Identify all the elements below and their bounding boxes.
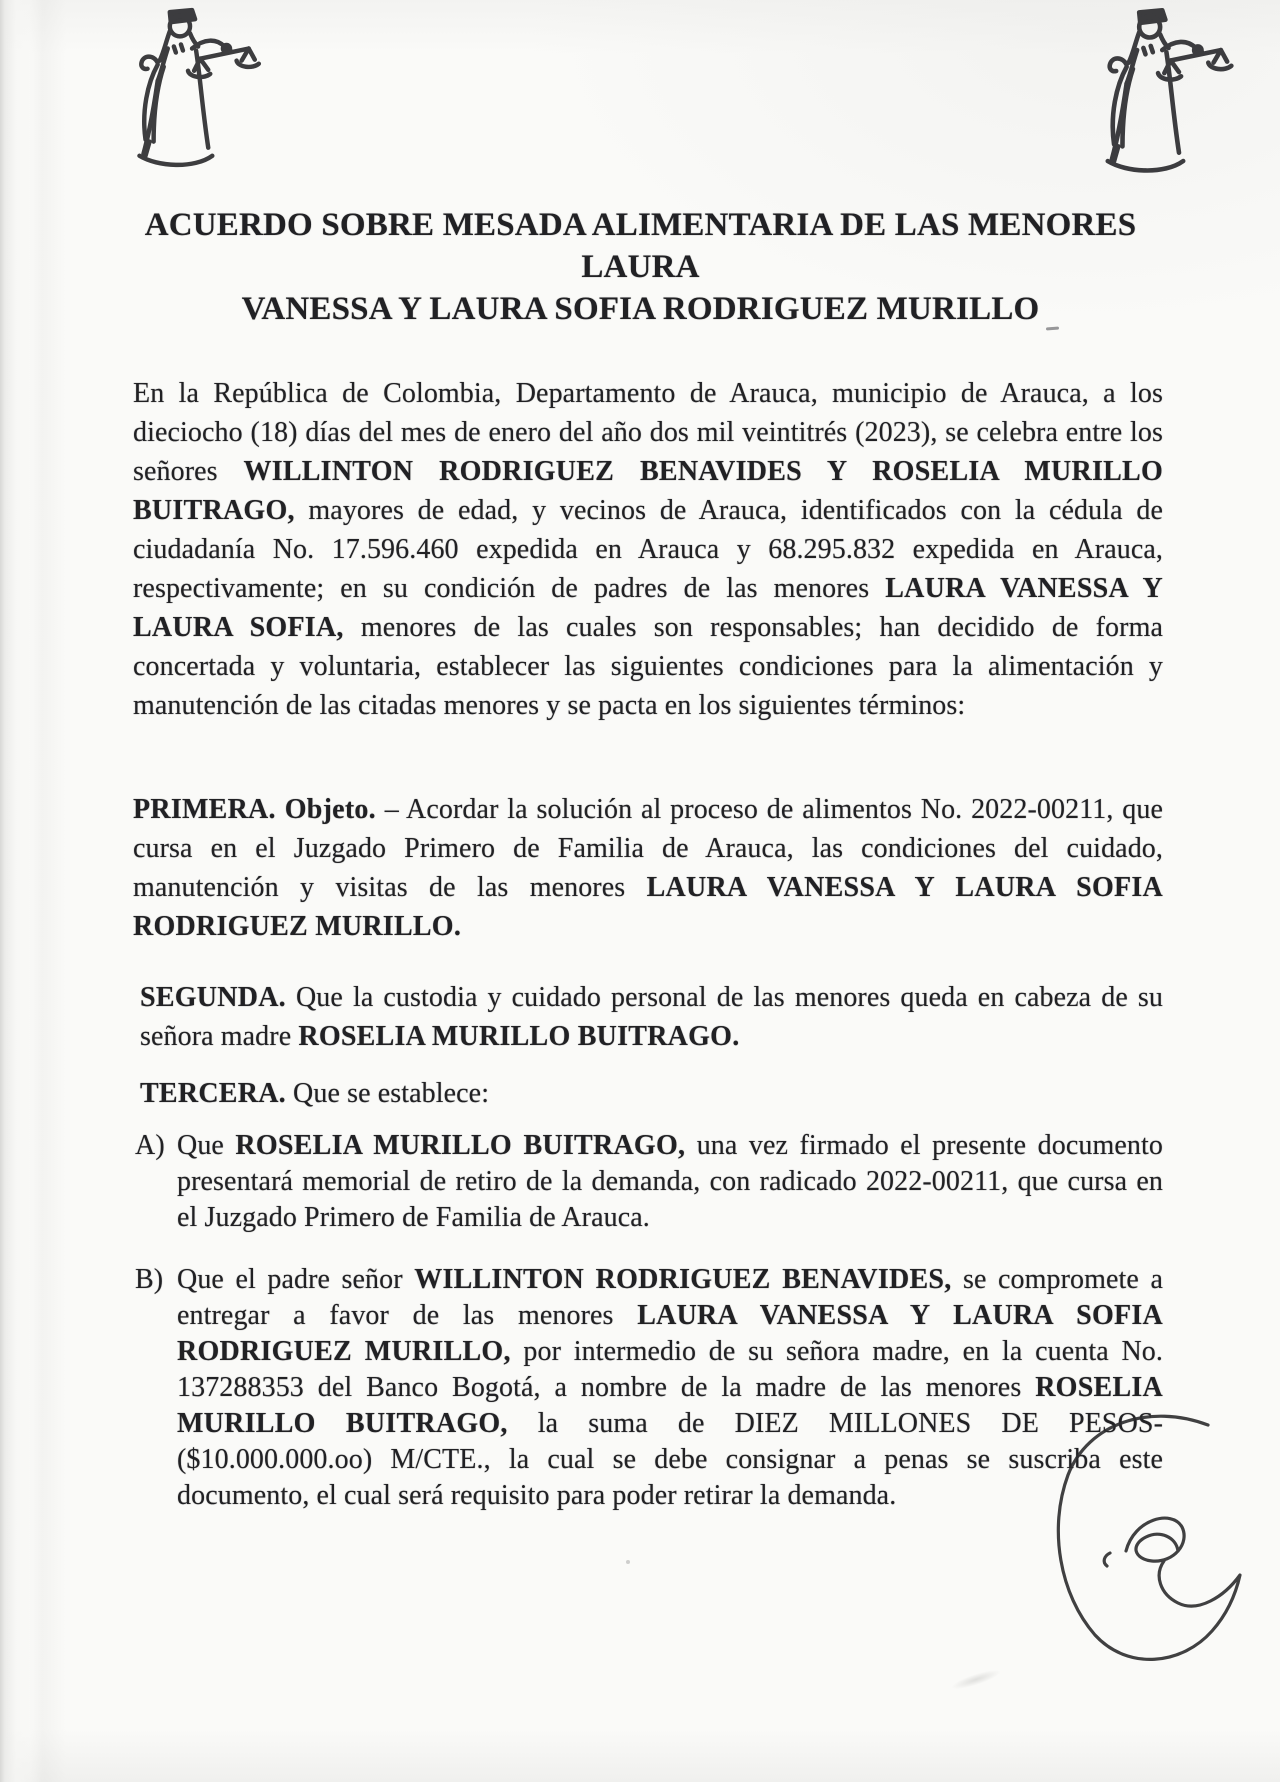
scan-smudge-artifact bbox=[950, 1666, 1003, 1693]
text-run: la suma de DIEZ MILLONES DE PESOS-($10.000.000.oo) M/CTE., la cual se debe consignar a penas se suscriba este documento, el cual será requisito para poder retirar la demanda. bbox=[177, 1408, 1163, 1511]
list-item-text bbox=[177, 1264, 1163, 1511]
text-run: En la República de Colombia, Departamento de Arauca, municipio de Arauca, a los dieciocho (18) días del mes de enero del año dos mil veintitrés (2023), se celebra entre los señores bbox=[133, 378, 1163, 487]
bold-text-run: SEGUNDA. bbox=[140, 982, 286, 1013]
bold-text-run: ROSELIA MURILLO BUITRAGO. bbox=[298, 1021, 740, 1052]
bold-text-run: LAURA VANESSA Y LAURA SOFIA RODRIGUEZ MURILLO. bbox=[133, 872, 1163, 942]
clause-tercera-paragraph bbox=[140, 1074, 1163, 1113]
text-run: – Acordar la solución al proceso de alimentos No. 2022-00211, que cursa en el Juzgado Primero de Familia de Arauca, las condiciones del cuidado, manutención y visitas de las menores bbox=[133, 794, 1163, 903]
scan-speck-artifact bbox=[626, 1560, 630, 1564]
document-title bbox=[118, 204, 1163, 330]
list-item-text bbox=[177, 1130, 1163, 1233]
intro-paragraph bbox=[133, 374, 1163, 725]
list-item-b bbox=[133, 1262, 1163, 1514]
bold-text-run: ROSELIA MURILLO BUITRAGO, bbox=[177, 1372, 1163, 1439]
clause-primera-paragraph bbox=[133, 790, 1163, 946]
text-run: Que la custodia y cuidado personal de las menores queda en cabeza de su señora madre bbox=[140, 982, 1163, 1052]
text-run: Que bbox=[177, 1130, 236, 1161]
text-run: por intermedio de su señora madre, en la cuenta No. 137288353 del Banco Bogotá, a nombre de la madre de las menores bbox=[177, 1336, 1163, 1403]
text-run: una vez firmado el presente documento presentará memorial de retiro de la demanda, con radicado 2022-00211, que cursa en el Juzgado Primero de Familia de Arauca. bbox=[177, 1130, 1163, 1233]
title-line-1: ACUERDO SOBRE MESADA ALIMENTARIA DE LAS MENORES LAURA bbox=[144, 207, 1137, 285]
bold-text-run: TERCERA. bbox=[140, 1078, 286, 1109]
bold-text-run: WILLINTON RODRIGUEZ BENAVIDES Y ROSELIA MURILLO BUITRAGO, bbox=[133, 456, 1163, 526]
list-item-a bbox=[133, 1128, 1163, 1236]
bold-text-run: LAURA VANESSA Y LAURA SOFIA, bbox=[133, 573, 1163, 643]
clause-segunda-paragraph bbox=[140, 978, 1163, 1056]
text-run: mayores de edad, y vecinos de Arauca, identificados con la cédula de ciudadanía No. 17.596.460 expedida en Arauca y 68.295.832 expedida en Arauca, respectivamente; en su condición de padres de las menores bbox=[133, 495, 1163, 604]
bold-text-run: LAURA VANESSA Y LAURA SOFIA RODRIGUEZ MURILLO, bbox=[177, 1300, 1163, 1367]
bold-text-run: ROSELIA MURILLO BUITRAGO, bbox=[235, 1130, 686, 1161]
list-marker: A) bbox=[135, 1130, 165, 1161]
title-line-2: VANESSA Y LAURA SOFIA RODRIGUEZ MURILLO bbox=[241, 291, 1040, 327]
lady-justice-icon bbox=[1076, 4, 1238, 182]
list-marker: B) bbox=[135, 1264, 164, 1295]
text-run: Que se establece: bbox=[285, 1078, 490, 1109]
text-run: menores de las cuales son responsables; han decidido de forma concertada y voluntaria, establecer las siguientes condiciones para la alimentación y manutención de las citadas menores y se pacta en los siguientes términos: bbox=[133, 612, 1163, 721]
text-run: se compromete a entregar a favor de las menores bbox=[177, 1264, 1163, 1331]
lady-justice-icon bbox=[103, 4, 271, 176]
bold-text-run: WILLINTON RODRIGUEZ BENAVIDES, bbox=[414, 1264, 952, 1295]
bold-text-run: PRIMERA. Objeto. bbox=[133, 794, 376, 825]
signature-scribble bbox=[1040, 1403, 1245, 1678]
text-run: Que el padre señor bbox=[177, 1264, 415, 1295]
